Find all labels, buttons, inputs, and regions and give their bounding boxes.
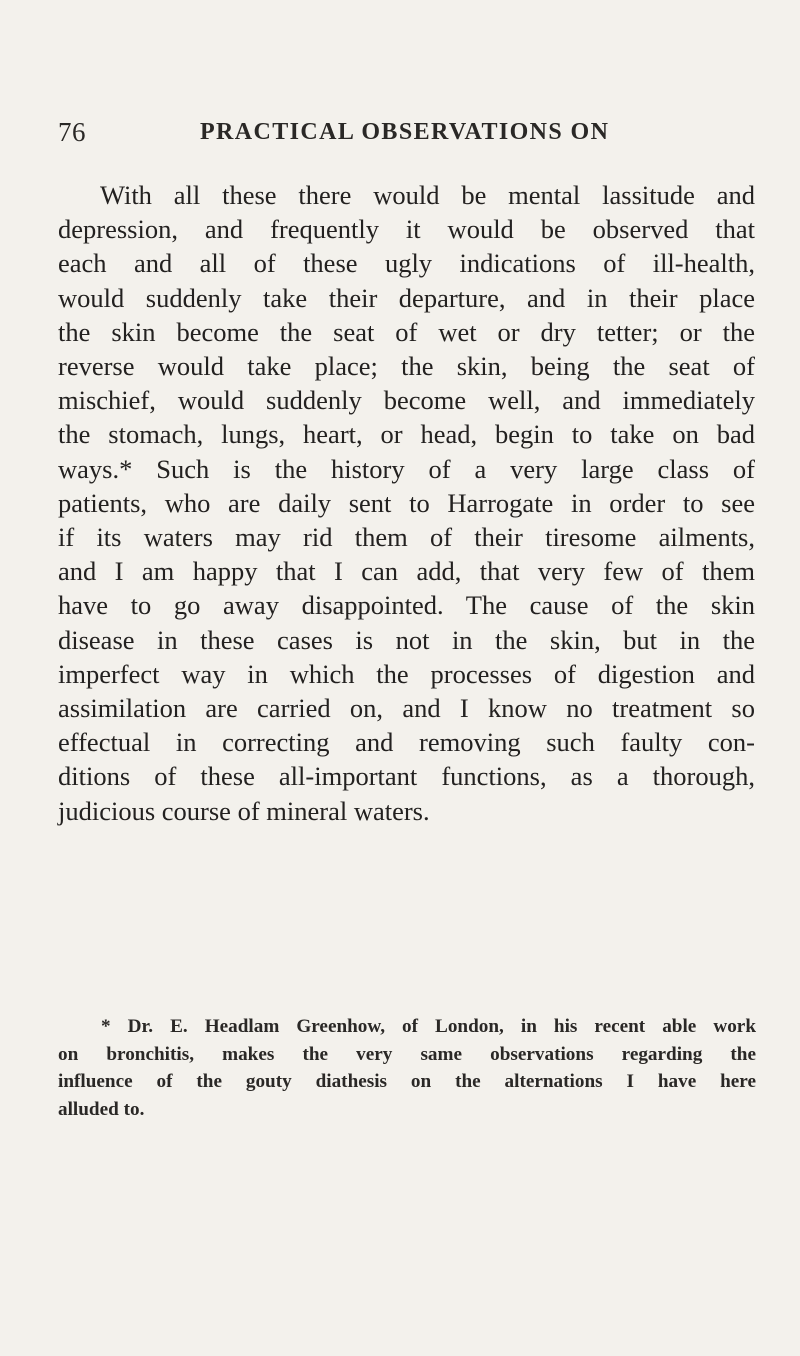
body-line: patients, who are daily sent to Harrogate in order to see — [58, 487, 755, 518]
body-paragraph — [58, 178, 755, 828]
body-line: judicious course of mineral waters. — [58, 795, 430, 826]
body-line: With all these there would be mental lassitude and — [100, 180, 755, 210]
body-line: reverse would take place; the skin, being the seat of — [58, 351, 755, 382]
body-line: would suddenly take their departure, and in their place — [58, 282, 755, 313]
body-line: the skin become the seat of wet or dry tetter; or the — [58, 316, 755, 347]
footnote-line: influence of the gouty diathesis on the alternations I have here — [58, 1071, 756, 1092]
page-number: 76 — [58, 117, 86, 147]
footnote-line: * Dr. E. Headlam Greenhow, of London, in his recent able work — [101, 1016, 756, 1037]
body-line: ways.* Such is the history of a very large class of — [58, 453, 755, 484]
body-line: imperfect way in which the processes of digestion and — [58, 658, 755, 689]
body-line: if its waters may rid them of their tiresome ailments, — [58, 522, 755, 553]
body-line: effectual in correcting and removing such faulty con- — [58, 727, 755, 758]
body-line: assimilation are carried on, and I know no treatment so — [58, 693, 755, 724]
body-line: disease in these cases is not in the skin, but in the — [58, 624, 755, 655]
footnote-line: on bronchitis, makes the very same observations regarding the — [58, 1043, 756, 1065]
page-header — [58, 112, 758, 152]
body-line: the stomach, lungs, heart, or head, begin to take on bad — [58, 419, 755, 450]
body-line: have to go away disappointed. The cause of the skin — [58, 590, 755, 621]
running-title: PRACTICAL OBSERVATIONS ON — [200, 119, 610, 145]
body-line: ditions of these all-important functions, as a thorough, — [58, 761, 755, 792]
body-line: depression, and frequently it would be observed that — [58, 214, 755, 245]
body-line: each and all of these ugly indications of ill-health, — [58, 248, 755, 279]
body-line: mischief, would suddenly become well, and immediately — [58, 385, 755, 416]
body-line: and I am happy that I can add, that very few of them — [58, 556, 755, 587]
footnote-line: alluded to. — [58, 1098, 145, 1120]
footnote — [58, 1013, 756, 1123]
